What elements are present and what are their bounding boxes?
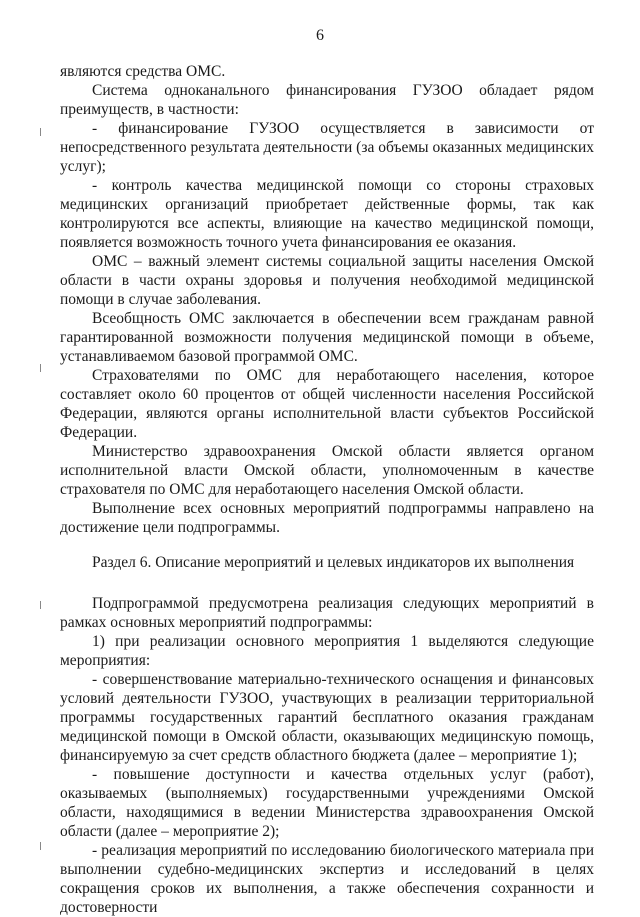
paragraph: ОМС – важный элемент системы социальной защиты населения Омской области в части охраны здоровья и получения необходимой медицинской помощи в случае заболевания. (60, 253, 594, 308)
page-number: 6 (316, 27, 324, 44)
scan-margin-mark (40, 601, 41, 609)
list-item: - совершенствование материально-технического оснащения и финансовых условий деятельности ГУЗОО, участвующих в реализации территориальной программы государственных гарантий бесплатного оказания гражданам медицинской помощи в Омской области, оказывающих медицинскую помощь, финансируемую за счет средств областного бюджета (далее – мероприятие 1); (60, 671, 594, 764)
scan-margin-mark (40, 842, 41, 850)
list-item: 1) при реализации основного мероприятия 1 выделяются следующие мероприятия: (60, 633, 594, 669)
list-item: - повышение доступности и качества отдельных услуг (работ), оказываемых (выполняемых) государственными учреждениями Омской области, находящимися в ведении Министерства здравоохранения Омской области (далее – мероприятие 2); (60, 766, 594, 840)
list-item: - контроль качества медицинской помощи со стороны страховых медицинских организаций приобретает действенные формы, так как контролируются все аспекты, влияющие на качество медицинской помощи, появляется возможность точного учета финансирования ее оказания. (60, 177, 594, 251)
scan-margin-mark (40, 364, 41, 372)
document-body (60, 62, 594, 917)
paragraph: Выполнение всех основных мероприятий подпрограммы направлено на достижение цели подпрограммы. (60, 500, 594, 536)
list-item: - финансирование ГУЗОО осуществляется в зависимости от непосредственного результата деятельности (за объемы оказанных медицинских услуг); (60, 120, 595, 175)
paragraph: Всеобщность ОМС заключается в обеспечении всем гражданам равной гарантированной возможности получения медицинской помощи в объеме, устанавливаемом базовой программой ОМС. (60, 310, 594, 365)
paragraph: Страхователями по ОМС для неработающего населения, которое составляет около 60 процентов от общей численности населения Российской Федерации, являются органы исполнительной власти субъектов Российской Федерации. (60, 367, 594, 441)
section-heading: Раздел 6. Описание мероприятий и целевых индикаторов их выполнения (92, 554, 575, 571)
paragraph: являются средства ОМС. (60, 63, 226, 80)
paragraph: Подпрограммой предусмотрена реализация следующих мероприятий в рамках основных мероприятий подпрограммы: (60, 595, 594, 631)
paragraph: Министерство здравоохранения Омской области является органом исполнительной власти Омской области, уполномоченным в качестве страхователя по ОМС для неработающего населения Омской области. (60, 443, 594, 498)
paragraph: Система одноканального финансирования ГУЗОО обладает рядом преимуществ, в частности: (60, 82, 594, 118)
scan-margin-mark (40, 128, 41, 136)
list-item: - реализация мероприятий по исследованию биологического материала при выполнении судебно-медицинских экспертиз и исследований в целях сокращения сроков их выполнения, а также обеспечения сохранности и достоверности (60, 842, 594, 916)
